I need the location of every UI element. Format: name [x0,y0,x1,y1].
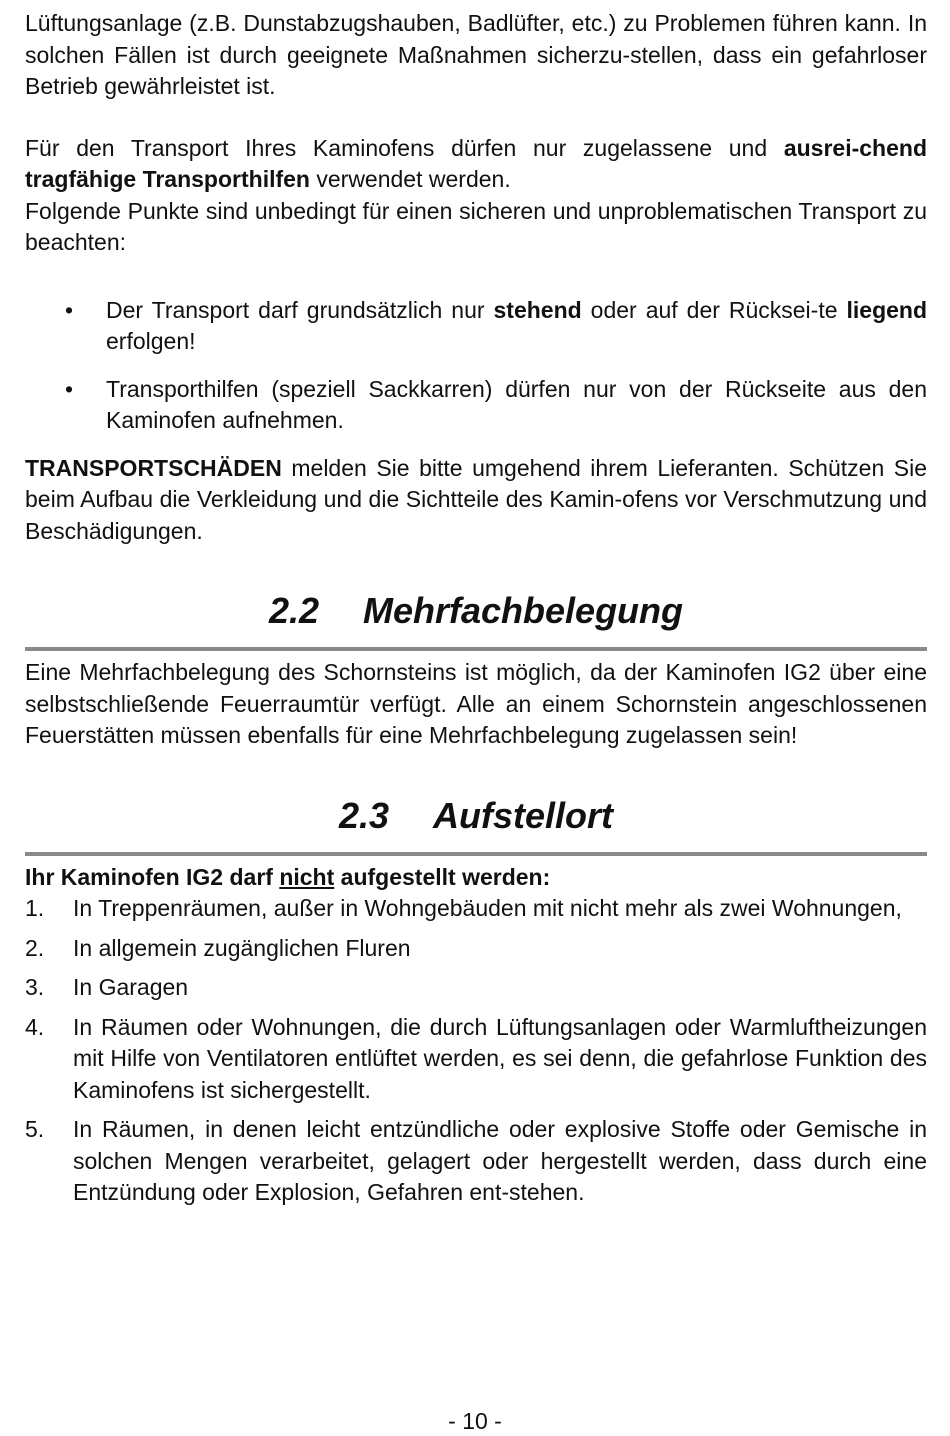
bullet-icon: • [65,375,74,402]
lead-text: Ihr Kaminofen IG2 darf [25,863,280,890]
section-number: 2.3 [338,794,390,836]
list-item [25,933,927,965]
lead-underlined: nicht [279,863,335,890]
bullet-text: oder auf der Rücksei-te [581,296,847,323]
transport-paragraph [25,133,927,196]
item-number: 4. [25,1013,45,1040]
list-item [25,374,927,437]
list-item [25,1114,927,1209]
item-text: In Garagen [73,974,189,1000]
item-text: In allgemein zugänglichen Fluren [73,934,411,961]
bullet-text: Der Transport darf grundsätzlich nur [106,296,494,323]
bullet-text: Transporthilfen (speziell Sackkarren) dürfen nur von der Rückseite aus den Kaminofen aufnehmen. [106,375,927,433]
list-item [25,1012,927,1107]
section-2-3-lead [25,862,927,894]
item-number: 5. [25,1116,45,1142]
item-text: In Räumen, in denen leicht entzündliche oder explosive Stoffe oder Gemische in solchen Mengen verarbeitet, gelagert oder hergestellt werden, dass durch eine Entzündung oder Explosion, Gefahren ent-stehen. [73,1116,927,1205]
transport-points-intro: Folgende Punkte sind unbedingt für einen sicheren und unproblematischen Transport zu beachten: [25,197,927,255]
item-text: In Treppenräumen, außer in Wohngebäuden mit nicht mehr als zwei Wohnungen, [73,895,902,921]
section-title: Mehrfachbelegung [363,590,684,631]
item-text: In Räumen oder Wohnungen, die durch Lüftungsanlagen oder Warmluftheizungen mit Hilfe von Ventilatoren entlüftet werden, es sei denn, die gefahrlose Funktion des Kaminofens ist sichergestellt. [73,1013,927,1103]
list-item [25,972,927,1004]
intro-paragraph: Lüftungsanlage (z.B. Dunstabzugshauben, Badlüfter, etc.) zu Problemen führen kann. In solchen Fällen ist durch geeignete Maßnahmen sicherzu-stellen, dass ein gefahrloser Betrieb gewährleistet ist. [25,10,927,99]
section-heading-2-2 [25,589,927,651]
transport-damage-text: melden Sie bitte umgehend ihrem Lieferanten. Schützen Sie beim Aufbau die Verkleidung und die Sichtteile des Kamin-ofens vor Verschmutzung und Beschädigungen. [25,454,927,544]
transport-text-b: verwendet werden. [309,166,511,192]
section-2-2-paragraph: Eine Mehrfachbelegung des Schornsteins ist möglich, da der Kaminofen IG2 über eine selbstschließende Feuerraumtür verfügt. Alle an einem Schornstein angeschlossenen Feuerstätten müssen ebenfalls für eine Mehrfachbelegung zugelassen sein! [25,659,927,748]
bullet-text: erfolgen! [106,328,196,354]
item-number: 1. [25,895,45,921]
transport-damage-paragraph [25,453,927,548]
transport-text-a: Für den Transport Ihres Kaminofens dürfen nur zugelassene und [25,134,784,161]
transport-bullet-list [25,295,927,437]
section-heading-2-3 [25,794,927,856]
bullet-icon: • [65,296,74,323]
bullet-text-bold: stehend [493,296,582,323]
section-number: 2.2 [268,590,319,631]
section-title: Aufstellort [433,794,614,836]
page-number: - 10 - [448,1408,502,1434]
item-number: 2. [25,934,45,961]
bullet-text-bold: liegend [846,296,928,323]
installation-restriction-list [25,893,927,1209]
item-number: 3. [25,974,45,1000]
transport-damage-label: TRANSPORTSCHÄDEN [25,454,282,481]
transport-text-bold: ausrei-chend tragfähige Transporthilfen [25,134,927,192]
list-item [25,893,927,925]
lead-text: aufgestellt werden: [334,863,551,890]
list-item [25,295,927,358]
document-page [25,8,927,1217]
